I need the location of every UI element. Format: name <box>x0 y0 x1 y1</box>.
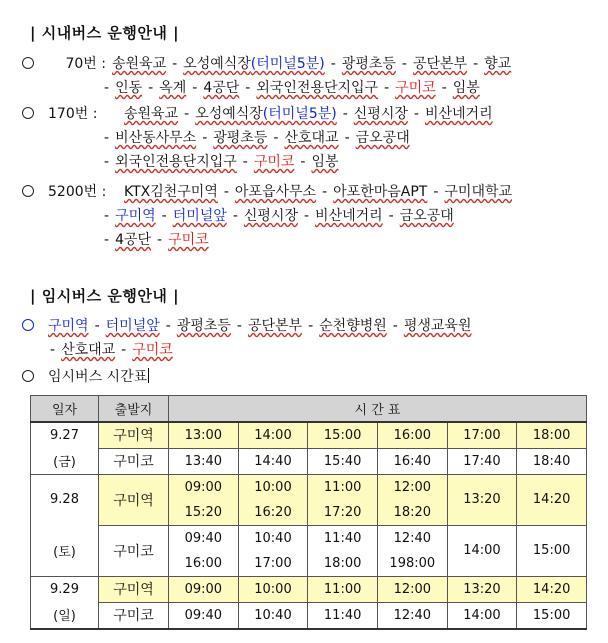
time-cell <box>169 576 239 602</box>
route-separator: - <box>104 80 110 96</box>
route-stop: 외국인전용단지입구 <box>115 154 237 170</box>
time-cell <box>308 525 378 576</box>
day-date: 9.29 <box>31 576 99 602</box>
origin-cell: 구미코 <box>99 448 169 474</box>
route-separator: - <box>242 154 248 170</box>
timetable-body <box>31 422 587 629</box>
circle-bullet-icon <box>22 319 34 331</box>
departure-time: 11:00 <box>323 479 362 495</box>
route-line <box>22 181 512 203</box>
route-separator: - <box>300 154 306 170</box>
route-separator: - <box>384 80 390 96</box>
route-separator: - <box>121 342 127 358</box>
route-stop: 아포읍사무소 <box>234 184 317 200</box>
route-stop: 송원육교 <box>124 106 179 122</box>
departure-time: 13:20 <box>463 492 501 507</box>
timetable-label: 임시버스 시간표 <box>48 369 148 385</box>
departure-time: 18:20 <box>393 504 432 520</box>
time-cell <box>238 422 308 449</box>
departure-time: 15:00 <box>532 607 571 623</box>
time-cell <box>447 602 517 629</box>
time-cell <box>308 602 378 629</box>
time-cell <box>377 422 447 449</box>
route-stop: 비산동사무소 <box>115 130 197 146</box>
route-stop: 신평시장 <box>243 208 298 224</box>
route-separator: - <box>148 80 154 96</box>
time-cell <box>169 448 239 474</box>
departure-time: 13:40 <box>184 453 223 469</box>
route-number: 170번 : <box>48 106 98 122</box>
circle-bullet-icon <box>22 370 34 382</box>
departure-time: 14:40 <box>254 453 292 469</box>
day-weekday: (토) <box>31 525 99 576</box>
departure-time: 18:00 <box>532 427 571 443</box>
route-separator: - <box>232 208 238 224</box>
timetable-row <box>31 576 587 602</box>
route-stop: 구미코 <box>395 80 436 96</box>
route-separator: - <box>50 342 56 358</box>
route-stop: 구미역 <box>115 208 156 224</box>
departure-time: 12:40 <box>393 530 432 546</box>
route-stop: 임봉 <box>311 154 339 170</box>
header-schedule: 시 간 표 <box>169 396 587 422</box>
route-separator: - <box>344 130 350 146</box>
time-cell <box>238 576 308 602</box>
route-line <box>22 53 511 75</box>
timetable-row <box>31 525 587 576</box>
route-separator: - <box>184 106 190 122</box>
route-separator: - <box>388 208 394 224</box>
route-stop: 터미널앞 <box>172 208 227 224</box>
route-separator: - <box>441 80 447 96</box>
timetable-header-row <box>31 396 587 422</box>
time-cell <box>447 448 517 474</box>
time-cell <box>238 525 308 576</box>
route-stop: 광평초등 <box>176 318 231 334</box>
departure-time: 10:40 <box>254 530 292 546</box>
route-number: 5200번 : <box>48 184 107 200</box>
departure-time: 10:00 <box>254 581 292 597</box>
route-stop: 구미대학교 <box>444 184 513 200</box>
route-stop: 비산네거리 <box>424 106 493 122</box>
route-stop: 산호대교 <box>61 342 116 358</box>
route-separator: - <box>473 56 479 72</box>
time-cell <box>377 474 447 525</box>
route-stop: 광평초등 <box>213 130 268 146</box>
departure-time: 14:00 <box>463 543 501 558</box>
temp-bus-heading: | 임시버스 운행안내 | <box>30 287 180 305</box>
temp-bus-timetable <box>30 395 587 630</box>
route-separator: - <box>433 184 439 200</box>
route-line <box>98 229 209 251</box>
route-separator: - <box>223 184 229 200</box>
time-cell <box>517 602 587 629</box>
route-separator: - <box>303 208 310 224</box>
route-stop: 향교 <box>484 56 512 72</box>
time-cell <box>447 422 517 449</box>
origin-cell: 구미코 <box>99 602 169 629</box>
departure-time: 18:00 <box>323 555 362 571</box>
time-cell <box>517 576 587 602</box>
header-date: 일자 <box>31 396 99 422</box>
time-cell <box>447 525 517 576</box>
time-cell <box>238 474 308 525</box>
route-separator: - <box>308 318 314 334</box>
time-cell <box>308 576 378 602</box>
departure-time: 12:00 <box>393 581 432 597</box>
origin-cell: 구미역 <box>99 576 169 602</box>
text-cursor <box>148 368 149 383</box>
route-separator: - <box>94 318 100 334</box>
time-cell <box>308 474 378 525</box>
route-separator: - <box>413 106 419 122</box>
route-stop: 4공단 <box>203 80 240 96</box>
route-stop: 금오공대 <box>355 130 410 146</box>
city-bus-heading: | 시내버스 운행안내 | <box>30 24 180 42</box>
time-cell <box>169 422 239 449</box>
departure-time: 18:40 <box>532 453 571 469</box>
circle-bullet-icon <box>22 107 34 119</box>
route-stop: 임봉 <box>452 80 480 96</box>
departure-time: 15:00 <box>323 427 362 443</box>
route-separator: - <box>202 130 208 146</box>
route-stop: 인동 <box>115 80 143 96</box>
departure-time: 17:00 <box>254 555 292 571</box>
departure-time: 11:40 <box>323 607 362 623</box>
route-stop: (터미널5분) <box>250 56 325 72</box>
route-line <box>98 205 454 227</box>
route-stop: 공단본부 <box>247 318 303 334</box>
route-separator: - <box>192 80 198 96</box>
time-cell <box>517 525 587 576</box>
route-stop: 구미코 <box>168 232 209 248</box>
temp-route-line <box>22 315 471 337</box>
route-stop: 신평시장 <box>353 106 408 122</box>
timetable-label-line <box>22 366 149 388</box>
origin-cell: 구미역 <box>99 422 169 449</box>
time-cell <box>517 474 587 525</box>
route-stop: 외국인전용단지입구 <box>256 80 379 96</box>
route-stop: 광평초등 <box>341 56 396 72</box>
departure-time: 13:20 <box>463 581 501 597</box>
timetable-row <box>31 422 587 449</box>
time-cell <box>377 448 447 474</box>
day-weekday: (금) <box>31 448 99 474</box>
departure-time: 16:40 <box>393 453 432 469</box>
route-stop: 구미코 <box>132 342 173 358</box>
time-cell <box>308 448 378 474</box>
route-stop: 산호대교 <box>284 130 339 146</box>
timetable-row <box>31 602 587 629</box>
time-cell <box>377 576 447 602</box>
departure-time: 09:00 <box>184 581 223 597</box>
time-cell <box>377 602 447 629</box>
route-stop: 터미널앞 <box>105 318 160 334</box>
route-separator: - <box>104 154 110 170</box>
route-separator: - <box>161 208 167 224</box>
departure-time: 16:20 <box>254 504 292 520</box>
route-separator: - <box>157 232 163 248</box>
time-cell <box>169 602 239 629</box>
departure-time: 15:40 <box>323 453 362 469</box>
time-cell <box>238 448 308 474</box>
route-stop: 구미역 <box>48 318 89 334</box>
route-separator: - <box>104 130 110 146</box>
route-separator: - <box>342 106 348 122</box>
route-separator: - <box>236 318 242 334</box>
departure-time: 10:00 <box>254 479 292 495</box>
route-stop: 금오공대 <box>399 208 454 224</box>
route-stop: 송원육교 <box>112 56 167 72</box>
route-separator: - <box>104 208 110 224</box>
departure-time: 09:00 <box>184 479 223 495</box>
route-stop: 오성예식장 <box>183 56 251 72</box>
time-cell <box>517 422 587 449</box>
route-stop: 평생교육원 <box>403 318 472 334</box>
departure-time: 11:00 <box>323 581 362 597</box>
departure-time: 12:00 <box>393 479 432 495</box>
route-stop: 공단본부 <box>412 56 468 72</box>
route-number: 70번 : <box>65 56 106 72</box>
route-stop: KTX김천구미역 <box>124 184 218 200</box>
timetable-row <box>31 474 587 525</box>
departure-time: 14:20 <box>532 581 571 597</box>
temp-route-line <box>44 339 173 361</box>
departure-time: 15:00 <box>532 543 571 558</box>
time-cell <box>447 474 517 525</box>
departure-time: 14:00 <box>463 607 501 623</box>
route-stop: 아포한마음APT <box>333 184 428 200</box>
header-origin: 출발지 <box>99 396 169 422</box>
departure-time: 12:40 <box>393 607 432 623</box>
origin-cell: 구미역 <box>99 474 169 525</box>
departure-time: 14:20 <box>532 492 571 507</box>
route-stop: (터미널5분) <box>262 106 337 122</box>
departure-time: 16:00 <box>184 555 223 571</box>
route-separator: - <box>245 80 251 96</box>
route-line <box>98 151 339 173</box>
route-separator: - <box>330 56 336 72</box>
time-cell <box>377 525 447 576</box>
route-stop: 4공단 <box>115 232 152 248</box>
route-separator: - <box>104 232 110 248</box>
departure-time: 15:20 <box>184 504 223 520</box>
route-stop: 오성예식장 <box>195 106 263 122</box>
day-weekday: (일) <box>31 602 99 629</box>
departure-time: 11:40 <box>323 530 362 546</box>
departure-time: 17:00 <box>463 427 501 443</box>
departure-time: 17:20 <box>323 504 362 520</box>
departure-time: 198:00 <box>389 555 436 571</box>
route-separator: - <box>172 56 178 72</box>
day-date: 9.28 <box>31 474 99 525</box>
time-cell <box>238 602 308 629</box>
departure-time: 16:00 <box>393 427 432 443</box>
departure-time: 14:00 <box>254 427 292 443</box>
time-cell <box>517 448 587 474</box>
departure-time: 10:40 <box>254 607 292 623</box>
route-separator: - <box>322 184 328 200</box>
departure-time: 17:40 <box>463 453 501 469</box>
departure-time: 13:00 <box>184 427 223 443</box>
circle-bullet-icon <box>22 185 34 197</box>
route-stop: 구미코 <box>253 154 295 170</box>
origin-cell: 구미코 <box>99 525 169 576</box>
day-date: 9.27 <box>31 422 99 449</box>
route-stop: 순천향병원 <box>319 318 387 334</box>
departure-time: 09:40 <box>184 530 223 546</box>
route-stop: 비산네거리 <box>315 208 383 224</box>
route-line <box>98 77 480 99</box>
route-stop: 옥계 <box>159 80 187 96</box>
route-separator: - <box>392 318 398 334</box>
route-separator: - <box>165 318 171 334</box>
route-line <box>98 127 410 149</box>
time-cell <box>447 576 517 602</box>
time-cell <box>308 422 378 449</box>
route-line <box>22 103 493 125</box>
time-cell <box>169 525 239 576</box>
route-separator: - <box>401 56 407 72</box>
timetable-row <box>31 448 587 474</box>
time-cell <box>169 474 239 525</box>
circle-bullet-icon <box>22 57 34 69</box>
departure-time: 09:40 <box>184 607 223 623</box>
route-separator: - <box>273 130 279 146</box>
